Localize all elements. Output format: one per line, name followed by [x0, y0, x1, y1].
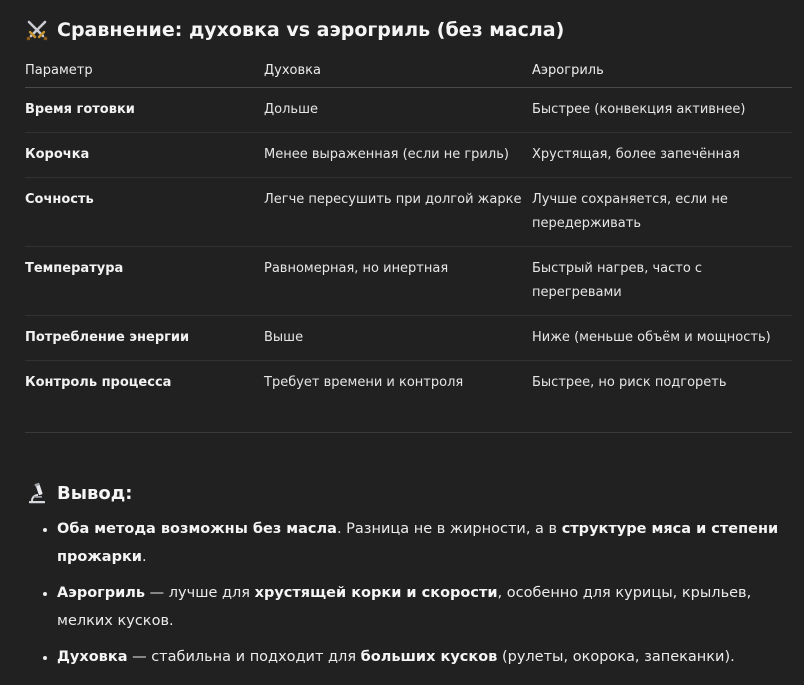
- text: , особенно для курицы, крыльев, мелких кусков.: [57, 585, 752, 629]
- comparison-heading: [25, 18, 564, 42]
- cell-parameter: Сочность: [25, 178, 264, 247]
- column-header-oven: Духовка: [264, 53, 532, 88]
- table-row: [25, 316, 792, 361]
- cell-airfryer: Лучше сохраняется, если не передерживать: [532, 178, 792, 247]
- section-divider: [25, 432, 792, 433]
- table-row: [25, 88, 792, 133]
- table-row: [25, 133, 792, 178]
- column-header-parameter: Параметр: [25, 53, 264, 88]
- cell-parameter: Температура: [25, 247, 264, 316]
- list-item: [57, 643, 797, 671]
- cell-parameter: Контроль процесса: [25, 375, 172, 390]
- text: (рулеты, окорока, запеканки).: [497, 649, 735, 665]
- bold-text: Аэрогриль: [57, 585, 146, 601]
- table-row: [25, 361, 792, 406]
- text: . Разница не в жирности, а в: [336, 521, 562, 537]
- cell-oven: Выше: [264, 316, 532, 361]
- bold-text: Духовка: [57, 649, 128, 665]
- conclusion-list: [33, 515, 797, 679]
- bold-text: Оба метода возможны без масла: [57, 521, 337, 537]
- text: — стабильна и подходит для: [127, 649, 361, 665]
- cell-airfryer: Быстрый нагрев, часто с перегревами: [532, 247, 792, 316]
- table-header-row: [25, 53, 792, 88]
- cell-oven: Требует времени и контроля: [264, 375, 464, 390]
- cell-airfryer: Быстрее, но риск подгореть: [532, 375, 727, 390]
- cell-oven: Легче пересушить при долгой жарке: [264, 178, 532, 247]
- cell-airfryer: Хрустящая, более запечённая: [532, 133, 792, 178]
- cell-airfryer: Быстрее (конвекция активнее): [532, 88, 792, 133]
- column-header-airfryer: Аэрогриль: [532, 53, 792, 88]
- cell-oven: Равномерная, но инертная: [264, 247, 532, 316]
- comparison-table: [25, 53, 792, 405]
- cell-parameter: Время готовки: [25, 88, 264, 133]
- table-row: [25, 247, 792, 316]
- conclusion-heading: [25, 481, 133, 505]
- list-item: [57, 515, 797, 571]
- bold-text: хрустящей корки и скорости: [254, 585, 498, 601]
- list-item: [57, 579, 797, 635]
- bold-text: структуре мяса и степени прожарки: [57, 521, 779, 565]
- text: — лучше для: [145, 585, 255, 601]
- text: .: [141, 549, 147, 565]
- bold-text: больших кусков: [360, 649, 498, 665]
- cell-oven: Дольше: [264, 88, 532, 133]
- cell-oven: Менее выраженная (если не гриль): [264, 133, 532, 178]
- crossed-swords-icon: [25, 18, 49, 42]
- microscope-icon: [25, 481, 49, 505]
- cell-parameter: Потребление энергии: [25, 316, 264, 361]
- cell-parameter: Корочка: [25, 133, 264, 178]
- page-title: Сравнение: духовка vs аэрогриль (без масла): [57, 19, 565, 41]
- table-row: [25, 178, 792, 247]
- cell-airfryer: Ниже (меньше объём и мощность): [532, 316, 792, 361]
- conclusion-title: Вывод:: [57, 482, 133, 504]
